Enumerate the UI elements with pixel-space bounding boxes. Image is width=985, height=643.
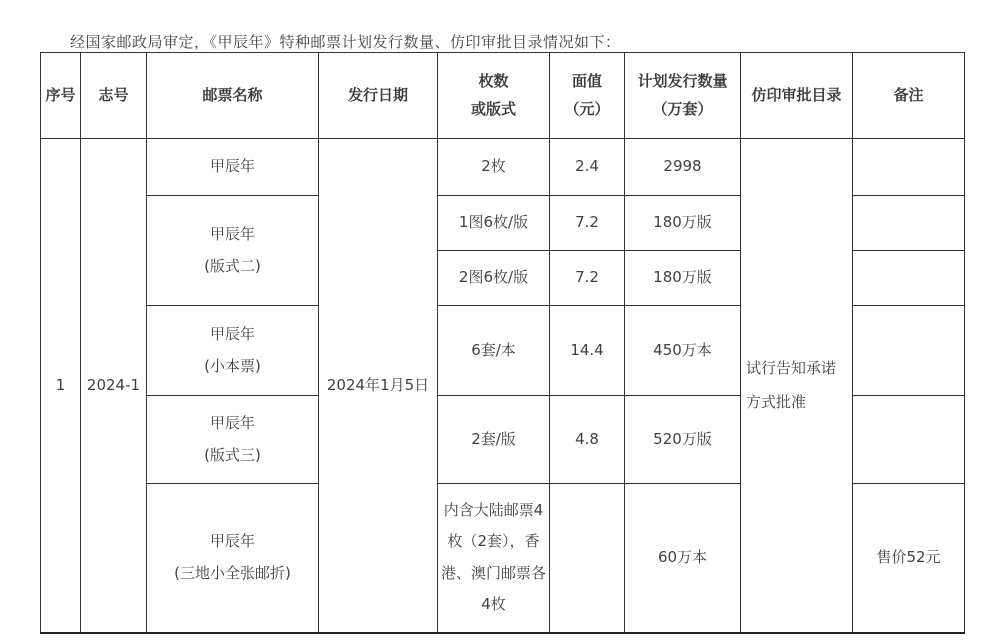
cell-name-line1: 甲辰年 <box>209 325 255 343</box>
header-remark: 备注 <box>853 53 965 139</box>
stamp-issuance-table <box>40 52 965 634</box>
cell-name-line2: (三地小全张邮折) <box>174 563 291 582</box>
cell-qty: 60万本 <box>625 484 741 633</box>
cell-value: 7.2 <box>550 196 625 251</box>
cell-name-line2: (版式三) <box>204 445 261 464</box>
cell-remark <box>853 251 965 306</box>
header-format-line1: 枚数 <box>478 71 509 90</box>
cell-value: 4.8 <box>550 396 625 484</box>
intro-paragraph: 经国家邮政局审定，《甲辰年》特种邮票计划发行数量、仿印审批目录情况如下： <box>70 33 621 51</box>
cell-issue-date: 2024年1月5日 <box>319 139 438 633</box>
cell-format: 内含大陆邮票4枚（2套），香港、澳门邮票各4枚 <box>438 484 550 633</box>
cell-qty: 2998 <box>625 139 741 196</box>
header-value <box>550 53 625 139</box>
cell-approval: 试行告知承诺方式批准 <box>741 139 853 633</box>
header-approval: 仿印审批目录 <box>741 53 853 139</box>
header-format <box>438 53 550 139</box>
cell-name <box>147 196 319 306</box>
cell-qty: 180万版 <box>625 251 741 306</box>
cell-name-line1: 甲辰年 <box>209 532 255 551</box>
cell-value: 2.4 <box>550 139 625 196</box>
header-catalog: 志号 <box>81 53 147 139</box>
cell-format: 2套/版 <box>438 396 550 484</box>
cell-name-line1: 甲辰年 <box>209 225 255 243</box>
cell-name-line1: 甲辰年 <box>209 414 255 432</box>
cell-name-line2: (小本票) <box>204 356 261 375</box>
header-date: 发行日期 <box>319 53 438 139</box>
cell-name: 甲辰年 <box>147 139 319 196</box>
header-qty-line1: 计划发行数量 <box>637 71 728 90</box>
cell-format: 2枚 <box>438 139 550 196</box>
cell-value: 7.2 <box>550 251 625 306</box>
cell-remark: 售价52元 <box>853 484 965 633</box>
cell-name-line2: (版式二) <box>204 256 261 275</box>
cell-value <box>550 484 625 633</box>
table-row <box>41 139 965 196</box>
header-value-line2: （元） <box>564 99 610 118</box>
cell-format: 2图6枚/版 <box>438 251 550 306</box>
cell-remark <box>853 396 965 484</box>
header-serial: 序号 <box>41 53 81 139</box>
cell-name <box>147 306 319 396</box>
cell-serial: 1 <box>41 139 81 633</box>
header-qty <box>625 53 741 139</box>
cell-qty: 180万版 <box>625 196 741 251</box>
cell-qty: 520万版 <box>625 396 741 484</box>
header-name: 邮票名称 <box>147 53 319 139</box>
cell-value: 14.4 <box>550 306 625 396</box>
header-format-line2: 或版式 <box>470 99 516 118</box>
cell-name <box>147 484 319 633</box>
cell-remark <box>853 139 965 196</box>
cell-catalog-no: 2024-1 <box>81 139 147 633</box>
cell-format: 1图6枚/版 <box>438 196 550 251</box>
cell-remark <box>853 306 965 396</box>
cell-qty: 450万本 <box>625 306 741 396</box>
header-qty-line2: （万套） <box>652 99 713 118</box>
cell-format: 6套/本 <box>438 306 550 396</box>
cell-remark <box>853 196 965 251</box>
header-value-line1: 面值 <box>571 71 602 90</box>
table-header-row <box>41 53 965 139</box>
cell-name <box>147 396 319 484</box>
